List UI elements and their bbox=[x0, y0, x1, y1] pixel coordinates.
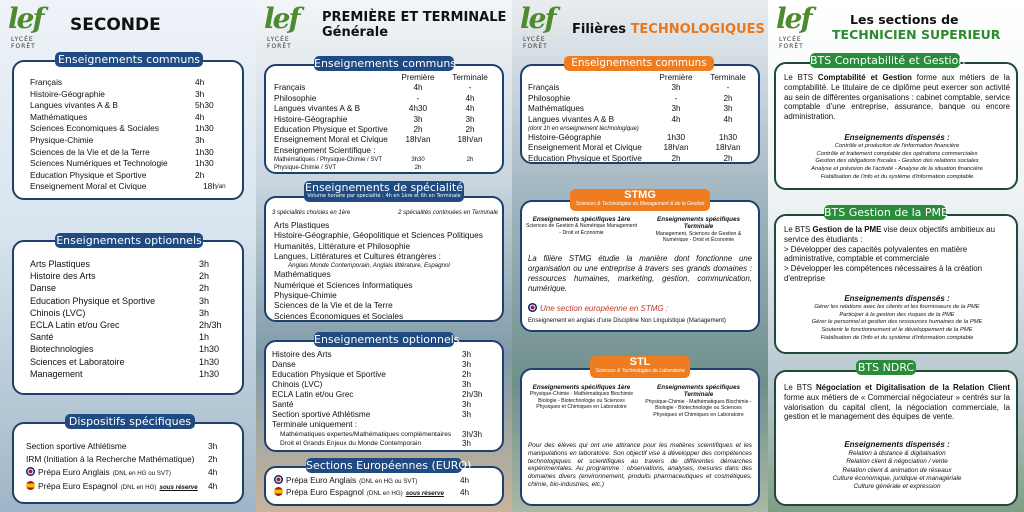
item-value: 18h bbox=[203, 181, 217, 192]
item-label: Prépa Euro Anglais bbox=[286, 476, 357, 485]
item-label: Prépa Euro Espagnol bbox=[38, 481, 118, 491]
item-value: 3h bbox=[462, 400, 472, 409]
item-value: 1h30 bbox=[195, 123, 214, 134]
item-label: Langues vivantes A & B bbox=[30, 100, 118, 111]
enseignement-item: Culture générale et expression bbox=[853, 483, 941, 491]
list-item bbox=[272, 420, 498, 430]
list-item bbox=[30, 295, 235, 307]
lv-note-text: (dont 1h en enseignement technologique) bbox=[528, 126, 639, 133]
item-note: (DNL en HG) bbox=[120, 484, 157, 491]
row-terminale: 2h bbox=[723, 93, 733, 103]
item-label-wrap bbox=[26, 480, 208, 494]
row-premiere: 2h bbox=[671, 153, 681, 163]
list-item bbox=[30, 181, 235, 193]
item-label: Français bbox=[30, 77, 63, 87]
column-seconde bbox=[0, 0, 256, 512]
list-item bbox=[26, 453, 236, 466]
seconde-optionnels-title: Enseignements optionnels bbox=[56, 234, 202, 247]
premiere-specialite-list bbox=[274, 220, 500, 321]
enseignement-item: Soutenir le fonctionnement et le développement de la PME bbox=[821, 326, 973, 333]
list-item bbox=[30, 77, 235, 89]
item-value: 1h30 bbox=[199, 344, 220, 355]
item-label: Sciences et Laboratoire bbox=[30, 356, 125, 367]
lycee-logo: lef LYCÉE FORÊT bbox=[8, 2, 43, 50]
item-unit: /an bbox=[217, 183, 226, 191]
item-value: 2h bbox=[195, 169, 205, 180]
table-row bbox=[274, 115, 496, 125]
item-value: 5h30 bbox=[195, 100, 214, 111]
item-value: 2h bbox=[462, 370, 472, 379]
item-label: Prépa Euro Espagnol bbox=[286, 488, 364, 497]
table-row bbox=[274, 164, 496, 172]
row-terminale: - bbox=[468, 83, 472, 93]
list-item bbox=[30, 112, 235, 124]
item-label: Physique-Chimie bbox=[30, 134, 94, 145]
enseignement-item: Fiabilisation de l'info et du système d'information comptable bbox=[820, 173, 974, 180]
row-label: Philosophie bbox=[528, 93, 571, 103]
list-item bbox=[30, 158, 235, 170]
item-label: Danse bbox=[272, 360, 296, 369]
row-terminale: - bbox=[726, 83, 730, 93]
table-row bbox=[274, 135, 496, 145]
list-item bbox=[272, 430, 498, 439]
item-label: Biotechnologies bbox=[30, 344, 94, 355]
item-label: Section sportive Athlétisme bbox=[272, 410, 371, 419]
premiere-optionnels-title: Enseignements optionnels bbox=[314, 333, 460, 346]
item-label: Enseignement Moral et Civique bbox=[30, 181, 147, 192]
bts-ndrc-enseignements: Enseignements dispensés : Relation à distance & digitalisation Relation client & négociation / vente Relation client & animation de réseaux Culture économique, juridique et managériale Culture générale et expression bbox=[782, 440, 1012, 491]
row-premiere: 3h bbox=[413, 114, 423, 124]
row-premiere bbox=[392, 146, 444, 156]
list-item bbox=[30, 343, 235, 355]
premiere-euro-title: Sections Européennes (EURO) bbox=[306, 459, 472, 472]
row-terminale: 2h bbox=[466, 157, 474, 164]
specialite-item: Numérique et Sciences Informatiques bbox=[274, 279, 413, 290]
item-label: Mathématiques bbox=[30, 111, 88, 122]
list-item bbox=[272, 370, 498, 380]
spain-flag-icon bbox=[274, 487, 283, 496]
list-item bbox=[30, 123, 235, 135]
bts-pme-description: Le BTS Gestion de la PME vise deux objectifs ambitieux au service des étudiants : > Développer des capacités polyvalentes en matière administrative, comptable et commerciale > Développer les compétences nécessaires à la création d'entreprise bbox=[784, 225, 1010, 284]
row-label: Mathématiques / Physique-Chimie / SVT bbox=[274, 157, 383, 164]
row-label: Langues vivantes A & B bbox=[274, 104, 361, 114]
specialite-item: Sciences de la Vie et de la Terre bbox=[274, 300, 393, 311]
bts-cg-enseignements: Enseignements dispensés : Contrôle et production de l'information financière Contrôle et traitement comptable des opérations commerciales Gestion des obligations fiscales - Gestion des relations sociales Analyse et prévision de l'activité - Analyse de la situation financière Fiabilisation de l'info et du système d'information comptable bbox=[782, 133, 1012, 181]
item-label-wrap bbox=[26, 466, 208, 480]
list-item bbox=[30, 258, 235, 270]
bts-title: Les sections de TECHNICIEN SUPERIEUR bbox=[832, 12, 1001, 42]
table-row bbox=[528, 143, 754, 153]
item-label: ECLA Latin et/ou Grec bbox=[272, 390, 354, 399]
table-row bbox=[528, 83, 754, 93]
column-bts bbox=[768, 0, 1024, 512]
row-terminale bbox=[444, 164, 496, 172]
table-row bbox=[274, 104, 496, 114]
row-label: Mathématiques bbox=[528, 104, 584, 114]
specialite-langues: Anglais Monde Contemporain, Anglais littérature, Espagnol bbox=[288, 261, 450, 269]
table-row bbox=[528, 94, 754, 104]
list-item bbox=[30, 307, 235, 319]
list-item bbox=[274, 475, 484, 487]
premiere-communs-title: Enseignements communs bbox=[314, 57, 457, 70]
row-premiere: 3h bbox=[671, 104, 681, 114]
row-label: Langues vivantes A & B bbox=[528, 114, 615, 124]
list-item bbox=[30, 356, 235, 368]
row-terminale: 4h bbox=[465, 93, 475, 103]
premiere-euro-list bbox=[274, 475, 484, 499]
list-item bbox=[26, 466, 236, 480]
row-label: Philosophie bbox=[274, 93, 317, 103]
row-terminale: 18h/an bbox=[457, 135, 483, 145]
specialite-item: Humanités, Littérature et Philosophie bbox=[274, 240, 411, 251]
list-item bbox=[30, 270, 235, 282]
item-label: Mathématiques expertes/Mathématiques complémentaires bbox=[280, 431, 452, 438]
stmg-description: La filière STMG étudie la manière dont fonctionne une organisation ou une entreprise à travers ses grands domaines : ressources humaines, marketing, gestion, communication, numérique. bbox=[528, 254, 752, 293]
seconde-dispositifs-title: Dispositifs spécifiques bbox=[65, 414, 195, 429]
item-note: (DNL en HG) bbox=[366, 490, 403, 497]
column-premiere bbox=[256, 0, 512, 512]
spain-flag-icon bbox=[26, 481, 35, 490]
item-label: IRM (Initiation à la Recherche Mathématique) bbox=[26, 454, 195, 464]
item-label: ECLA Latin et/ou Grec bbox=[30, 320, 120, 331]
lycee-logo: lef LYCÉE FORÊT bbox=[520, 2, 555, 50]
row-label: Français bbox=[274, 83, 306, 93]
list-item bbox=[272, 410, 498, 420]
item-value: 4h bbox=[195, 111, 205, 122]
item-value: 1h30 bbox=[199, 368, 220, 379]
enseignement-item: Relation client & animation de réseaux bbox=[842, 466, 952, 474]
list-item bbox=[30, 282, 235, 294]
item-value: 4h bbox=[208, 481, 218, 491]
column-techno bbox=[512, 0, 768, 512]
lycee-logo: lef LYCÉE FORÊT bbox=[776, 2, 811, 50]
row-terminale: 1h30 bbox=[718, 133, 738, 143]
row-label: Enseignement Scientifique : bbox=[274, 145, 376, 155]
enseignement-item: Analyse et prévision de l'activité - Analyse de la situation financière bbox=[811, 165, 983, 172]
item-label: Sciences de la Vie et de la Terre bbox=[30, 146, 150, 157]
table-row bbox=[274, 146, 496, 156]
stl-specifiques: Enseignements spécifiques 1ère Physique-Chimie - Mathématiques Biochimie Biologie - Biotechnologie ou Sciences Physiques et Chimiques en Laboratoire Enseignements spécifiques Terminale Physique-Chimie - Mathématiques Biochimie - Biologie - Biotechnologie ou Sciences Physiques et Chimiques en Laboratoire bbox=[529, 384, 752, 418]
list-item bbox=[30, 170, 235, 182]
list-item bbox=[26, 440, 236, 453]
item-value: 4h bbox=[460, 488, 470, 497]
specialite-item: Physique-Chimie bbox=[274, 289, 337, 300]
item-label: Sciences Numériques et Technologie bbox=[30, 158, 168, 169]
premiere-specialite-title: Enseignements de spécialité Volume horaire par spécialité : 4h en 1ère et 6h en Terminale bbox=[304, 181, 464, 202]
item-value: 1h30 bbox=[195, 158, 214, 169]
list-item bbox=[30, 147, 235, 159]
item-note: (DNL en HG ou SVT) bbox=[112, 470, 171, 477]
item-label: Danse bbox=[30, 283, 57, 294]
list-item bbox=[26, 480, 236, 494]
row-premiere: 3h30 bbox=[411, 157, 425, 164]
enseignement-item: Gérer les relations avec les clients et les fournisseurs de la PME bbox=[814, 304, 980, 311]
item-value: 3h bbox=[199, 307, 210, 318]
item-value: 3h bbox=[208, 441, 218, 451]
techno-communs-title: Enseignements communs bbox=[564, 56, 714, 71]
item-label: Santé bbox=[272, 400, 294, 409]
row-terminale bbox=[444, 146, 496, 156]
table-row bbox=[528, 104, 754, 114]
table-row bbox=[528, 133, 754, 143]
list-item bbox=[30, 368, 235, 380]
premiere-title: PREMIÈRE ET TERMINALE Générale bbox=[322, 10, 507, 40]
item-label: Management bbox=[30, 368, 83, 379]
item-value: 4h bbox=[208, 467, 218, 477]
enseignement-item: Culture économique, juridique et managériale bbox=[832, 474, 962, 482]
item-value: 4h bbox=[195, 77, 205, 87]
item-note: (DNL en HG ou SVT) bbox=[359, 478, 418, 485]
enseignement-item: Participer à la gestion des risques de la PME bbox=[839, 311, 955, 318]
seconde-dispositifs-list bbox=[26, 440, 236, 494]
bts-cg-title: BTS Comptabilité et Gestion bbox=[810, 54, 966, 67]
list-item bbox=[272, 439, 498, 448]
row-terminale: 4h bbox=[465, 104, 475, 114]
row-premiere: 4h30 bbox=[408, 104, 428, 114]
lv-note bbox=[528, 125, 754, 133]
item-value: 2h/3h bbox=[199, 320, 222, 331]
specialite-item: Langues, Littératures et Cultures étrangères : bbox=[274, 251, 441, 262]
enseignement-item: Gérer le personnel et gestion des ressources humaines de la PME bbox=[811, 319, 983, 326]
row-premiere: 2h bbox=[414, 165, 422, 172]
item-label: Histoire-Géographie bbox=[30, 88, 105, 99]
row-label: Enseignement Moral et Civique bbox=[274, 135, 388, 145]
bts-ndrc-description: Le BTS Négociation et Digitalisation de la Relation Client forme aux métiers de « Commercial négociateur » centrés sur la valorisation du capital client, la négociation commerciale, la gestion et le management des équipes de vente. bbox=[784, 383, 1010, 422]
item-value: 3h bbox=[199, 295, 210, 306]
techno-communs-table: Première Terminale Français 3h - Philosophie - 2h Mathématiques 3h 3h Langues vivantes A & B 4h 4h (dont 1h en enseignement technologique) Histoire-Géographie 1h30 1h30 Enseignement Moral et Civique 18h/an 18h/an Education Physique et Sportive 2h 2h bbox=[528, 73, 754, 164]
bts-ndrc-title: BTS NDRC bbox=[857, 361, 915, 374]
uk-flag-icon bbox=[274, 475, 283, 484]
bts-pme-enseignements: Enseignements dispensés : Gérer les relations avec les clients et les fournisseurs de la PME Participer à la gestion des risques de la PME Gérer le personnel et gestion des ressources humaines de la PME Soutenir le fonctionnement et le développement de la PME Fiabilisation de l'info et du système d'information comptable bbox=[782, 294, 1012, 342]
item-label-wrap bbox=[26, 440, 208, 453]
row-premiere: 4h bbox=[671, 114, 681, 124]
item-value bbox=[462, 420, 498, 430]
specialite-item: Arts Plastiques bbox=[274, 220, 330, 230]
item-value: 2h/3h bbox=[462, 390, 483, 399]
list-item bbox=[30, 331, 235, 343]
item-value: 4h bbox=[460, 476, 470, 485]
item-value: 3h bbox=[462, 350, 472, 359]
stl-description: Pour des élèves qui ont une attirance pour les matières scientifiques et les manipulations en laboratoire. Son objectif vise à développer des compétences technologiques et scientifiques au travers de différentes démarches expérimentales. Au programme : observations, analyses, mesures dans des domaines divers (environnement, produits pharmaceutiques et cosmétiques, chimie, bio-industries, etc.) bbox=[528, 442, 752, 488]
item-label: Education Physique et Sportive bbox=[30, 169, 147, 180]
premiere-specialite-notes: 3 spécialités choisies en 1ère 2 spécialités continuées en Terminale bbox=[272, 210, 498, 216]
item-value: 3h bbox=[462, 439, 471, 448]
item-label: Arts Plastiques bbox=[30, 259, 91, 269]
bts-pme-title: BTS Gestion de la PME bbox=[824, 206, 948, 219]
item-note-reserve: sous réserve bbox=[405, 490, 444, 497]
row-terminale: 2h bbox=[465, 125, 475, 135]
specialite-item: Sciences Économiques et Sociales bbox=[274, 310, 404, 321]
row-label: Physique-Chimie / SVT bbox=[274, 165, 337, 172]
uk-flag-icon bbox=[528, 303, 537, 312]
item-label-wrap bbox=[26, 453, 208, 466]
item-value: 1h30 bbox=[195, 146, 214, 157]
item-label: Section sportive Athlétisme bbox=[26, 441, 127, 451]
techno-title: Filières TECHNOLOGIQUES bbox=[572, 22, 765, 37]
item-value: 3h bbox=[462, 360, 472, 369]
specialite-item: Mathématiques bbox=[274, 269, 331, 280]
row-terminale: 3h bbox=[723, 104, 733, 114]
row-label: Histoire-Géographie bbox=[528, 133, 602, 143]
seconde-title: SECONDE bbox=[70, 15, 161, 35]
item-value: 2h bbox=[208, 454, 218, 464]
item-label-wrap bbox=[274, 487, 460, 499]
row-label: Histoire-Géographie bbox=[274, 114, 348, 124]
enseignement-item: Relation client & négociation / vente bbox=[846, 458, 948, 466]
row-label: Français bbox=[528, 83, 560, 93]
item-label: Histoire des Arts bbox=[272, 350, 332, 359]
list-item bbox=[30, 100, 235, 112]
table-row bbox=[528, 154, 754, 164]
item-label: Chinois (LVC) bbox=[30, 307, 86, 318]
item-label: Droit et Grands Enjeux du Monde Contemporain bbox=[280, 440, 422, 447]
row-premiere: 18h/an bbox=[405, 135, 431, 145]
bts-cg-description: Le BTS Comptabilité et Gestion forme aux métiers de la comptabilité. Le titulaire de ce diplôme peut exercer son activité au sein de différentes organisations : cabinet comptable, service comptable d'une entreprise, assurance, banque ou encore administration. bbox=[784, 73, 1011, 122]
item-label-wrap bbox=[274, 475, 460, 487]
row-label: Enseignement Moral et Civique bbox=[528, 143, 642, 153]
item-value: 3h bbox=[195, 134, 205, 145]
list-item bbox=[272, 390, 498, 400]
item-label: Prépa Euro Anglais bbox=[38, 467, 110, 477]
item-value: 1h30 bbox=[199, 356, 220, 367]
enseignement-item: Fiabilisation de l'info et du système d'information comptable bbox=[820, 334, 974, 341]
seconde-communs-list bbox=[30, 77, 235, 193]
list-item bbox=[272, 360, 498, 370]
stmg-specifiques: Enseignements spécifiques 1ère Sciences de Gestion & Numérique Management - Droit et Économie Enseignements spécifiques Terminale Management, Sciences de Gestion & Numérique - Droit et Économie bbox=[526, 216, 742, 244]
enseignement-item: Relation à distance & digitalisation bbox=[848, 450, 946, 458]
item-value: 2h bbox=[199, 271, 210, 282]
table-row bbox=[274, 125, 496, 135]
stmg-title: STMG Sciences & Technologies du Management & de la Gestion bbox=[570, 189, 710, 211]
row-premiere: 1h30 bbox=[666, 133, 686, 143]
item-label: Sciences Economiques & Sociales bbox=[30, 123, 159, 134]
list-item bbox=[30, 89, 235, 101]
stl-title: STL Sciences & Technologies de Laboratoire bbox=[590, 356, 690, 378]
item-label: Chinois (LVC) bbox=[272, 380, 323, 389]
row-terminale: 4h bbox=[723, 114, 733, 124]
item-value: 2h bbox=[199, 283, 210, 294]
table-row bbox=[528, 115, 754, 125]
enseignement-item: > Développer les compétences nécessaires à la création d'entreprise bbox=[784, 264, 983, 283]
item-label: Santé bbox=[30, 332, 54, 343]
row-premiere: 4h bbox=[413, 83, 423, 93]
row-label: Education Physique et Sportive bbox=[274, 125, 388, 135]
item-value: 3h bbox=[462, 380, 472, 389]
row-premiere: - bbox=[674, 93, 678, 103]
table-row bbox=[274, 83, 496, 93]
list-item bbox=[274, 487, 484, 499]
enseignement-item: Contrôle et traitement comptable des opérations commerciales bbox=[816, 150, 978, 157]
premiere-optionnels-list bbox=[272, 350, 498, 448]
item-value: 3h bbox=[195, 88, 205, 99]
seconde-optionnels-list bbox=[30, 258, 235, 380]
row-premiere: 3h bbox=[671, 83, 681, 93]
item-value: 3h/3h bbox=[462, 430, 483, 439]
row-terminale: 2h bbox=[723, 153, 733, 163]
item-label: Terminale uniquement : bbox=[272, 420, 358, 429]
stmg-euro: Une section européenne en STMG : Enseignement en anglais d'une Discipline Non Linguistique (Management) bbox=[528, 304, 726, 325]
item-value: 3h bbox=[462, 410, 472, 419]
item-value: 3h bbox=[199, 259, 210, 269]
item-label: Education Physique et Sportive bbox=[272, 370, 386, 379]
seconde-communs-title: Enseignements communs bbox=[55, 52, 203, 67]
table-row bbox=[274, 94, 496, 104]
list-item bbox=[30, 135, 235, 147]
row-premiere: 18h/an bbox=[663, 143, 689, 153]
row-label: Education Physique et Sportive bbox=[528, 153, 642, 163]
row-terminale: 3h bbox=[465, 114, 475, 124]
uk-flag-icon bbox=[26, 467, 35, 476]
row-premiere: - bbox=[416, 93, 420, 103]
lycee-logo: lef LYCÉE FORÊT bbox=[264, 2, 299, 50]
item-value: 1h bbox=[199, 332, 210, 343]
enseignement-item: > Développer des capacités polyvalentes en matière administrative, comptable et commerciale bbox=[784, 244, 968, 264]
premiere-communs-table: Première Terminale Français 4h - Philosophie - 4h Langues vivantes A & B 4h30 4h Histoire-Géographie 3h 3h Education Physique et Sportive 2h 2h Enseignement Moral et Civique 18h/an 18h/an Enseignement Scientifique : Mathématiques / Physique-Chimie / SVT 3h30 2h Physique-Chimie / SVT 2h bbox=[274, 73, 496, 172]
item-label: Histoire des Arts bbox=[30, 271, 96, 282]
row-terminale: 18h/an bbox=[715, 143, 741, 153]
list-item bbox=[272, 400, 498, 410]
enseignement-item: Contrôle et production de l'information financière bbox=[834, 143, 960, 150]
item-note-reserve: sous réserve bbox=[159, 484, 198, 491]
list-item bbox=[272, 380, 498, 390]
row-premiere: 2h bbox=[413, 125, 423, 135]
enseignement-item: Gestion des obligations fiscales - Gestion des relations sociales bbox=[815, 158, 979, 165]
specialite-item: Histoire-Géographie, Géopolitique et Sciences Politiques bbox=[274, 230, 483, 241]
list-item bbox=[272, 350, 498, 360]
list-item bbox=[30, 319, 235, 331]
item-label: Education Physique et Sportive bbox=[30, 295, 156, 306]
table-row bbox=[274, 156, 496, 164]
